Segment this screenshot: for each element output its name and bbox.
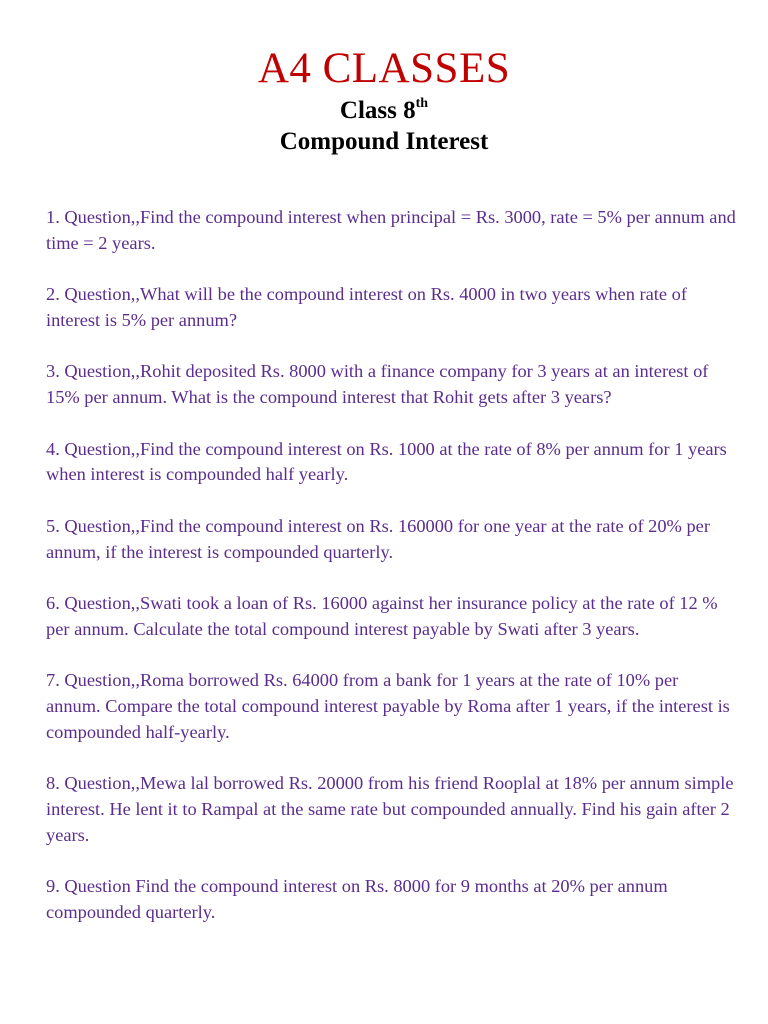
question-item: 4. Question,,Find the compound interest on Rs. 1000 at the rate of 8% per annum for 1 years when interest is compounded half yearly. [46, 438, 727, 485]
brand-title: A4 CLASSES [257, 45, 511, 92]
class-suffix: th [415, 95, 429, 111]
question-item: 6. Question,,Swati took a loan of Rs. 16000 against her insurance policy at the rate of 12 % per annum. Calculate the total compound interest payable by Swati after 3 years. [46, 592, 718, 639]
question-item: 5. Question,,Find the compound interest on Rs. 160000 for one year at the rate of 20% per annum, if the interest is compounded quarterly. [46, 515, 710, 562]
subject-heading: Compound Interest [279, 128, 489, 155]
question-item: 8. Question,,Mewa lal borrowed Rs. 20000 from his friend Rooplal at 18% per annum simple interest. He lent it to Rampal at the same rate but compounded annually. Find his gain after 2 years. [46, 773, 734, 845]
question-item: 7. Question,,Roma borrowed Rs. 64000 from a bank for 1 years at the rate of 10% per annum. Compare the total compound interest payable by Roma after 1 years, if the interest is compounded half-yearly. [46, 670, 730, 742]
question-list [46, 205, 736, 951]
class-heading [0, 96, 768, 126]
question-item: 2. Question,,What will be the compound interest on Rs. 4000 in two years when rate of interest is 5% per annum? [46, 284, 687, 330]
class-label: Class 8 [339, 97, 416, 124]
question-item: 1. Question,,Find the compound interest when principal = Rs. 3000, rate = 5% per annum and time = 2 years. [46, 207, 736, 253]
question-item: 9. Question Find the compound interest on Rs. 8000 for 9 months at 20% per annum compounded quarterly. [46, 876, 668, 922]
question-item: 3. Question,,Rohit deposited Rs. 8000 with a finance company for 3 years at an interest of 15% per annum. What is the compound interest that Rohit gets after 3 years? [46, 361, 709, 408]
worksheet-header [0, 44, 768, 157]
